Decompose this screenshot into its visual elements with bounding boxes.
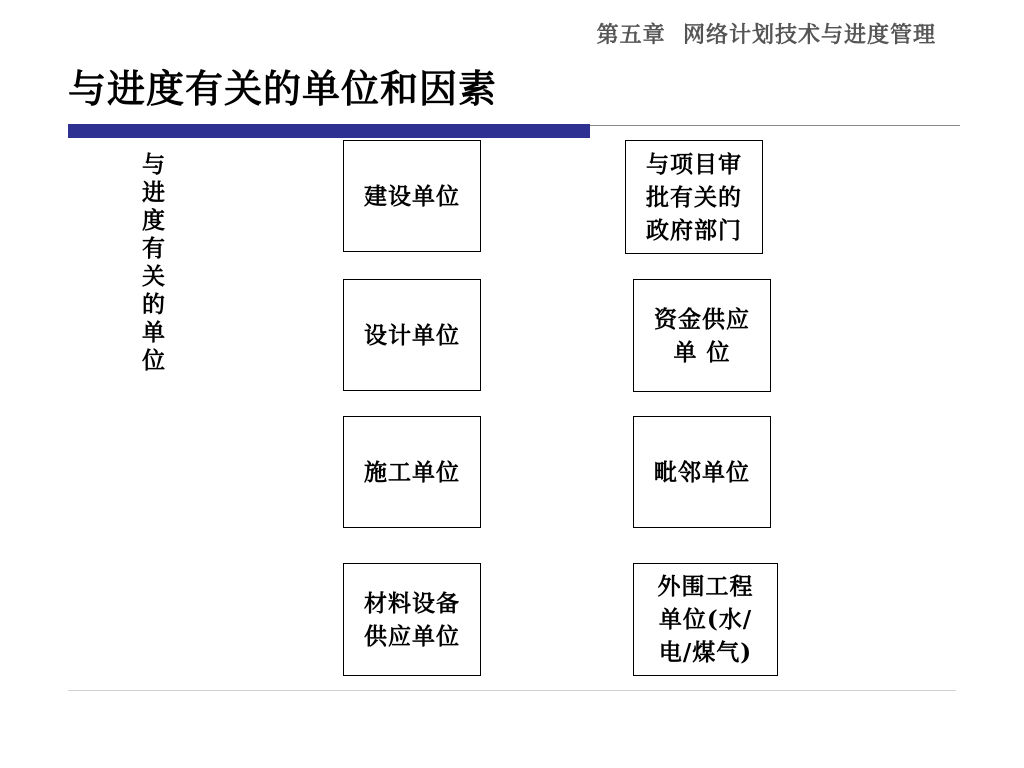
unit-box-contractor: 施工单位: [343, 416, 481, 528]
unit-box-funding-supplier: 资金供应 单 位: [633, 279, 771, 392]
unit-box-adjacent: 毗邻单位: [633, 416, 771, 528]
unit-box-material-supplier: 材料设备 供应单位: [343, 563, 481, 676]
unit-box-government-approval: 与项目审 批有关的 政府部门: [625, 140, 763, 254]
footer-rule: [68, 690, 956, 691]
unit-box-construction-owner: 建设单位: [343, 140, 481, 252]
slide-title: 与进度有关的单位和因素: [68, 66, 498, 111]
side-category-label: 与进度有关的单位: [138, 152, 165, 376]
title-accent-bar: [68, 124, 590, 138]
unit-box-design: 设计单位: [343, 279, 481, 391]
chapter-header: 第五章 网络计划技术与进度管理: [596, 22, 936, 48]
unit-box-external-utilities: 外围工程 单位(水/ 电/煤气): [633, 563, 778, 676]
